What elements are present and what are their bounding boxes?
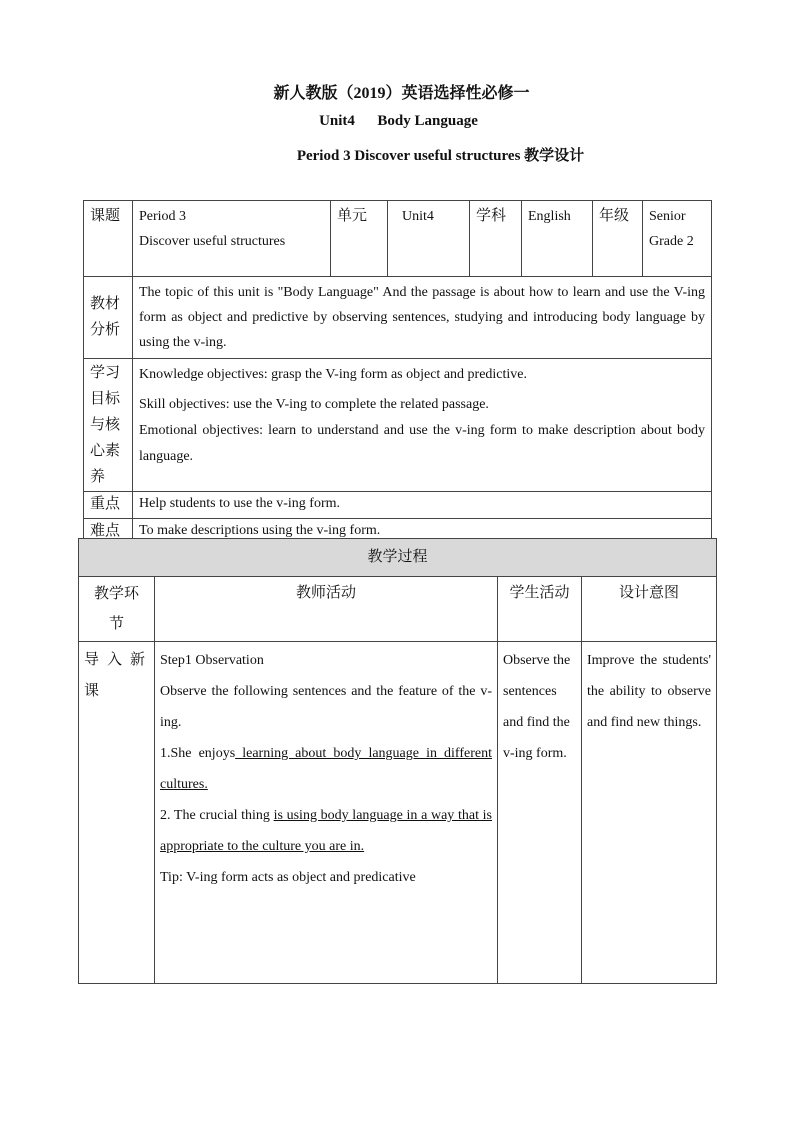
unit-title: Unit4 Body Language <box>319 113 478 129</box>
goal-emotional: Emotional objectives: learn to understand and use the v-ing form to make description about body language. <box>139 423 705 464</box>
goals-text <box>133 359 712 492</box>
goal-skill: Skill objectives: use the V-ing to complete the related passage. <box>139 397 489 412</box>
design-intent: Improve the students' the ability to observe and find new things. <box>582 642 717 984</box>
col-teacher: 教师活动 <box>155 577 498 642</box>
sentence-1 <box>160 738 492 800</box>
topic-line-1: Period 3 <box>139 209 187 224</box>
sentence-2-prefix: 2. The crucial thing <box>160 808 274 823</box>
grade-line-1: Senior <box>649 209 686 224</box>
process-header: 教学过程 <box>79 539 717 577</box>
topic-line-2: Discover useful structures <box>139 234 286 249</box>
sentence-1-prefix: 1.She enjoys <box>160 746 236 761</box>
instruction: Observe the following sentences and the feature of the v-ing. <box>160 684 492 730</box>
key-text: Help students to use the v-ing form. <box>133 492 712 519</box>
student-activity: Observe the sentences and find the v-ing form. <box>498 642 582 984</box>
goals-label: 学习目标与核心素养 <box>84 359 133 492</box>
unit-value: Unit4 <box>388 201 470 277</box>
teacher-activity <box>155 642 498 984</box>
grade-value <box>643 201 712 277</box>
goal-knowledge: Knowledge objectives: grasp the V-ing form as object and predictive. <box>139 367 528 382</box>
step-title: Step1 Observation <box>160 653 264 668</box>
grade-line-2: Grade 2 <box>649 234 694 249</box>
sentence-2-underlined: is using body language in a way that is appropriate to the culture you are in. <box>160 808 492 854</box>
subject-value: English <box>522 201 593 277</box>
difficulty-text: To make descriptions using the v-ing form. <box>133 519 712 546</box>
topic-value <box>133 201 331 277</box>
col-stage: 教学环节 <box>79 577 155 642</box>
col-student: 学生活动 <box>498 577 582 642</box>
subject-label: 学科 <box>470 201 522 277</box>
sentence-2 <box>160 800 492 862</box>
stage-cell: 导入新课 <box>79 642 155 984</box>
key-label: 重点 <box>84 492 133 519</box>
info-table <box>83 200 712 546</box>
process-table <box>78 538 717 984</box>
doc-title: 新人教版（2019）英语选择性必修一 <box>273 85 530 102</box>
tip: Tip: V-ing form acts as object and predicative <box>160 870 416 885</box>
analysis-label: 教材分析 <box>84 277 133 359</box>
analysis-text: The topic of this unit is "Body Language" And the passage is about how to learn and use the V-ing form as object and predictive by observing sentences, studying and introducing body language by using the v-ing. <box>133 277 712 359</box>
difficulty-label: 难点 <box>84 519 133 546</box>
period-title: Period 3 Discover useful structures 教学设计 <box>296 148 585 164</box>
unit-label: 单元 <box>331 201 388 277</box>
sentence-1-underlined: learning about body language in different cultures. <box>160 746 492 792</box>
topic-label: 课题 <box>84 201 133 277</box>
grade-label: 年级 <box>593 201 643 277</box>
col-intent: 设计意图 <box>582 577 717 642</box>
